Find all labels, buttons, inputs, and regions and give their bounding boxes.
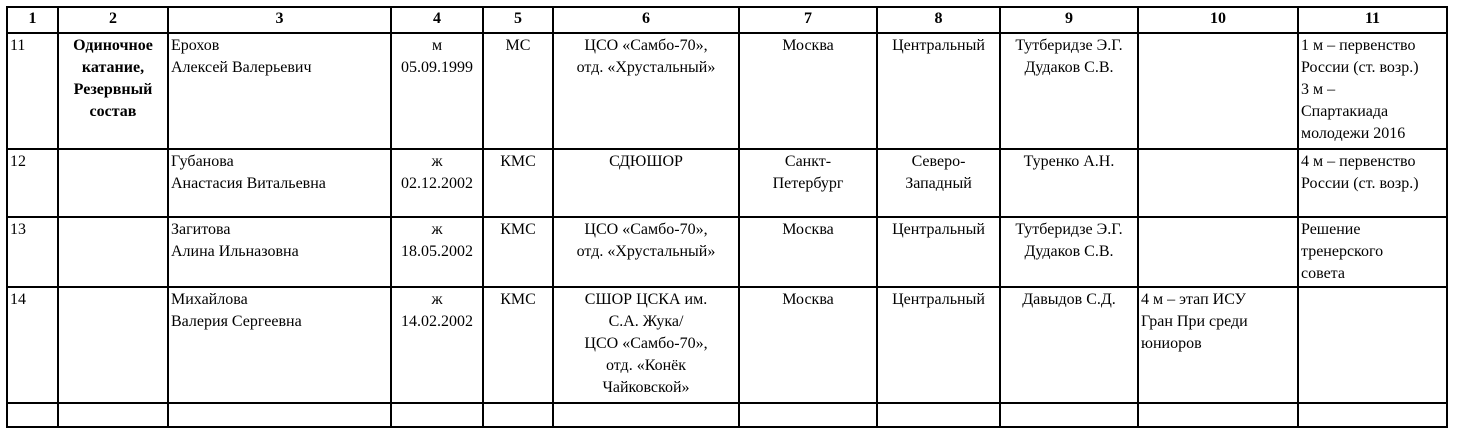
cell-column-11-line: 1 м – первенство — [1301, 37, 1416, 54]
table-row — [7, 217, 1447, 287]
cell-athlete-name — [168, 149, 391, 217]
cell-column-10 — [1138, 217, 1298, 287]
cell-column-10 — [1138, 33, 1298, 149]
cell-column-11-line: молодежи 2016 — [1301, 125, 1406, 142]
cell-gender-dob-line: м — [431, 37, 443, 54]
cell-athlete-name-line: Алексей Валерьевич — [171, 59, 312, 76]
table-row — [7, 33, 1447, 149]
cell-school-line: ЦСО «Самбо-70», — [584, 335, 708, 352]
cell-school — [553, 149, 739, 217]
cell-city-line: Санкт- — [784, 153, 832, 170]
cell-city-line: Москва — [782, 291, 834, 308]
cell-column-10-line: Гран При среди — [1141, 313, 1248, 330]
cell-rank: КМС — [483, 287, 553, 403]
cell-school-line: С.А. Жука/ — [608, 313, 684, 330]
cell-column-11-line: тренерского — [1301, 243, 1384, 260]
cell-column-11-line: Решение — [1301, 221, 1361, 238]
cell-gender-dob-line: 05.09.1999 — [401, 59, 473, 76]
cell-city-line: Москва — [782, 221, 834, 238]
cell-district-line: Северо- — [911, 153, 966, 170]
cell-rank: МС — [483, 33, 553, 149]
column-header: 10 — [1138, 7, 1298, 33]
cell-coach-line: Дудаков С.В. — [1024, 59, 1114, 76]
cell-gender-dob-line: ж — [431, 153, 443, 170]
cell-school-line: Чайковской» — [602, 379, 690, 396]
cell-category — [58, 149, 168, 217]
cell-city — [739, 149, 877, 217]
cell-column-11-line: России (ст. возр.) — [1301, 59, 1419, 76]
cell-number: 12 — [7, 149, 58, 217]
cell-city-line: Москва — [782, 37, 834, 54]
cell-athlete-name-line: Загитова — [171, 221, 231, 238]
cell-district-line: Центральный — [892, 221, 985, 238]
cell-column-11-line: совета — [1301, 265, 1345, 282]
column-header: 9 — [1000, 7, 1138, 33]
cell-coach — [1000, 149, 1138, 217]
cell-gender-dob — [391, 217, 483, 287]
header-row — [7, 7, 1447, 33]
cell-coach-line: Дудаков С.В. — [1024, 243, 1114, 260]
cell-school-line: СДЮШОР — [609, 153, 683, 170]
cell-athlete-name — [168, 33, 391, 149]
cell-school-line: СШОР ЦСКА им. — [584, 291, 708, 308]
cell-gender-dob-line: 18.05.2002 — [401, 243, 473, 260]
cell-column-10 — [1138, 149, 1298, 217]
cell-school-line: ЦСО «Самбо-70», — [584, 37, 708, 54]
cell-column-10-line: 4 м – этап ИСУ — [1141, 291, 1246, 308]
cell-district-line: Центральный — [892, 37, 985, 54]
cell-category-line: Резервный — [73, 81, 153, 98]
column-header: 3 — [168, 7, 391, 33]
cell-gender-dob — [391, 287, 483, 403]
cell-column-11 — [1298, 33, 1447, 149]
cell-category — [58, 217, 168, 287]
cell-column-11-line: России (ст. возр.) — [1301, 175, 1419, 192]
cell-district-line: Центральный — [892, 291, 985, 308]
cell-athlete-name — [168, 287, 391, 403]
cell-gender-dob-line: 02.12.2002 — [401, 175, 473, 192]
column-header: 7 — [739, 7, 877, 33]
cell-category — [58, 33, 168, 149]
cell-coach — [1000, 33, 1138, 149]
cell-athlete-name-line: Михайлова — [171, 291, 248, 308]
cell-school-line: отд. «Конёк — [605, 357, 687, 374]
cell-city — [739, 33, 877, 149]
cell-category-line: состав — [89, 103, 137, 120]
cell-number: 14 — [7, 287, 58, 403]
cell-district — [877, 217, 1000, 287]
cell-gender-dob — [391, 149, 483, 217]
cell-school-line: отд. «Хрустальный» — [576, 59, 716, 76]
cell-coach-line: Тутберидзе Э.Г. — [1015, 37, 1123, 54]
cell-column-11 — [1298, 287, 1447, 403]
cell-athlete-name-line: Анастасия Витальевна — [171, 175, 326, 192]
column-header: 11 — [1298, 7, 1447, 33]
cell-number: 13 — [7, 217, 58, 287]
cell-school — [553, 287, 739, 403]
cell-gender-dob-line: 14.02.2002 — [401, 313, 473, 330]
cell-column-11 — [1298, 217, 1447, 287]
cell-district-line: Западный — [905, 175, 972, 192]
cell-gender-dob — [391, 33, 483, 149]
cell-category-line: катание, — [81, 59, 145, 76]
roster-table — [6, 6, 1448, 428]
cell-athlete-name-line: Губанова — [171, 153, 234, 170]
table-row — [7, 287, 1447, 403]
cell-athlete-name — [168, 217, 391, 287]
cell-column-11 — [1298, 149, 1447, 217]
cell-column-10 — [1138, 287, 1298, 403]
cell-coach-line: Туренко А.Н. — [1023, 153, 1115, 170]
column-header: 1 — [7, 7, 58, 33]
cell-column-11-line: 3 м – — [1301, 81, 1336, 98]
cell-coach-line: Тутберидзе Э.Г. — [1015, 221, 1123, 238]
cell-category-line: Одиночное — [73, 37, 153, 54]
cell-column-11-line: Спартакиада — [1301, 103, 1389, 120]
column-header: 8 — [877, 7, 1000, 33]
cell-coach — [1000, 217, 1138, 287]
cell-school — [553, 33, 739, 149]
cell-district — [877, 33, 1000, 149]
column-header: 2 — [58, 7, 168, 33]
cell-school-line: отд. «Хрустальный» — [576, 243, 716, 260]
cell-coach — [1000, 287, 1138, 403]
cell-rank: КМС — [483, 217, 553, 287]
table-row — [7, 149, 1447, 217]
cell-coach-line: Давыдов С.Д. — [1022, 291, 1116, 308]
cell-athlete-name-line: Ерохов — [171, 37, 220, 54]
cell-school — [553, 217, 739, 287]
cell-city-line: Петербург — [772, 175, 844, 192]
cell-athlete-name-line: Валерия Сергеевна — [171, 313, 302, 330]
table-body — [7, 33, 1447, 427]
table-row-partial — [7, 403, 1447, 427]
column-header: 5 — [483, 7, 553, 33]
cell-gender-dob-line: ж — [431, 291, 443, 308]
column-header: 6 — [553, 7, 739, 33]
cell-city — [739, 217, 877, 287]
cell-column-11-line: 4 м – первенство — [1301, 153, 1416, 170]
cell-rank: КМС — [483, 149, 553, 217]
cell-column-10-line: юниоров — [1141, 335, 1202, 352]
column-header: 4 — [391, 7, 483, 33]
cell-number: 11 — [7, 33, 58, 149]
cell-category — [58, 287, 168, 403]
cell-athlete-name-line: Алина Ильназовна — [171, 243, 299, 260]
cell-district — [877, 149, 1000, 217]
cell-gender-dob-line: ж — [431, 221, 443, 238]
cell-district — [877, 287, 1000, 403]
cell-city — [739, 287, 877, 403]
cell-school-line: ЦСО «Самбо-70», — [584, 221, 708, 238]
